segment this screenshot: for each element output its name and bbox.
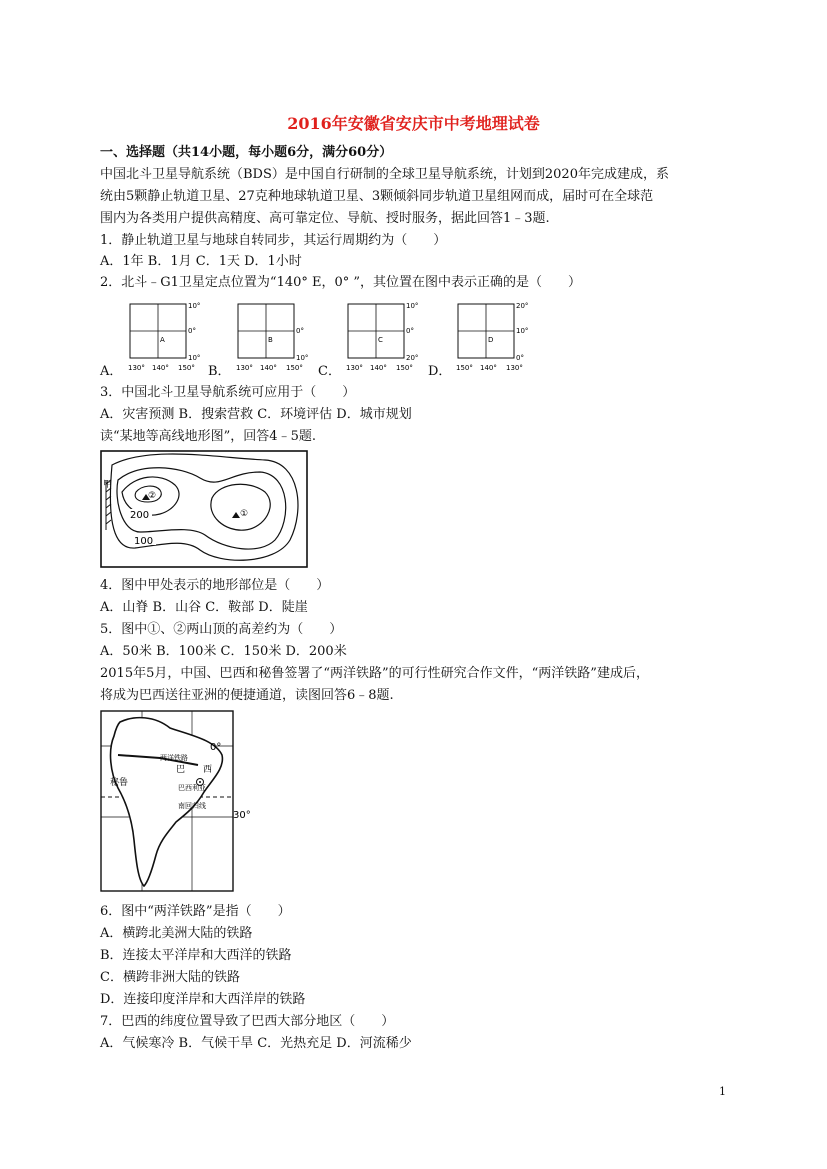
grid-point-label: A [160,336,165,344]
grid-lon-label: 130° [346,364,363,372]
grid-lon-label: 130° [506,364,523,372]
intro1-line3: 围内为各类用户提供高精度、高可靠定位、导航、授时服务，据此回答1﹣3题. [100,211,550,226]
intro3-line2: 将成为巴西送往亚洲的便捷通道，读图回答6﹣8题. [100,688,394,703]
q2-option-a-label: A． [100,364,123,379]
question-5-options: A．50米 B．100米 C．150米 D．200米 [100,644,347,659]
grid-lat-label: 0° [516,354,524,362]
page-title: 2016年安徽省安庆市中考地理试卷 [287,114,540,133]
question-3: 3．中国北斗卫星导航系统可应用于（ ） [100,385,356,400]
grid-lat-label: 0° [406,327,414,335]
grid-lat-label: 0° [296,327,304,335]
peak-1-label: ① [240,509,249,519]
grid-lat-label: 10° [516,327,529,335]
contour-label-100: 100 [134,536,154,547]
grid-lon-label: 150° [396,364,413,372]
latitude-30-label: 30° [233,810,251,821]
question-2: 2．北斗﹣G1卫星定点位置为“140° E，0° ”，其位置在图中表示正确的是（ ） [100,275,582,290]
grid-point-label: C [378,336,383,344]
grid-lat-label: 20° [516,302,529,310]
grid-lat-label: 10° [188,302,201,310]
grid-lon-label: 140° [480,364,497,372]
south-america-map [100,710,251,895]
cliff-label: 甲 [103,480,113,490]
question-6-option-c: C．横跨非洲大陆的铁路 [100,970,240,985]
question-6-option-d: D．连接印度洋岸和大西洋岸的铁路 [100,992,306,1007]
latitude-0-label: 0° [210,742,222,753]
grid-lon-label: 140° [152,364,169,372]
tropic-label: 南回归线 [178,802,206,810]
grid-lat-label: 10° [188,354,201,362]
q2-grid-option-d [456,302,536,372]
grid-lon-label: 140° [260,364,277,372]
peru-label: 秘鲁 [110,778,129,788]
question-4-options: A．山脊 B．山谷 C．鞍部 D．陡崖 [100,600,308,615]
grid-point-label: B [268,336,273,344]
question-6-option-b: B．连接太平洋岸和大西洋的铁路 [100,948,292,963]
grid-lon-label: 140° [370,364,387,372]
section-heading: 一、选择题（共14小题，每小题6分，满分60分） [100,145,393,160]
q2-option-d-label: D． [428,364,452,379]
question-6-option-a: A．横跨北美洲大陆的铁路 [100,926,253,941]
grid-lon-label: 130° [236,364,253,372]
brazil-label-2: 西 [203,765,213,775]
question-1-options: A．1年 B．1月 C．1天 D．1小时 [100,254,302,269]
question-1: 1．静止轨道卫星与地球自转同步，其运行周期约为（ ） [100,233,447,248]
grid-lon-label: 150° [178,364,195,372]
q2-grid-option-c [346,302,426,372]
intro2: 读“某地等高线地形图”，回答4﹣5题. [100,429,316,444]
grid-lon-label: 150° [456,364,473,372]
grid-lon-label: 150° [286,364,303,372]
question-6: 6．图中“两洋铁路”是指（ ） [100,904,291,919]
grid-lat-label: 0° [188,327,196,335]
peak-2-label: ② [148,491,157,501]
question-3-options: A．灾害预测 B．搜索营救 C．环境评估 D．城市规划 [100,407,412,422]
grid-lat-label: 10° [296,354,309,362]
brazil-label-1: 巴 [176,765,186,775]
question-7: 7．巴西的纬度位置导致了巴西大部分地区（ ） [100,1014,395,1029]
grid-lat-label: 20° [406,354,419,362]
page-number: 1 [719,1085,726,1098]
intro3-line1: 2015年5月，中国、巴西和秘鲁签署了“两洋铁路”的可行性研究合作文件，“两洋铁路”建成后， [100,666,649,681]
grid-lon-label: 130° [128,364,145,372]
grid-point-label: D [488,336,494,344]
intro1-line2: 统由5颗静止轨道卫星、27克种地球轨道卫星、3颗倾斜同步轨道卫星组网而成，届时可在全球范 [100,189,654,204]
intro1-line1: 中国北斗卫星导航系统（BDS）是中国自行研制的全球卫星导航系统，计划到2020年完成建成，系 [100,167,669,182]
contour-map [100,450,310,570]
question-7-options: A．气候寒冷 B．气候干旱 C．光热充足 D．河流稀少 [100,1036,412,1051]
grid-lat-label: 10° [406,302,419,310]
question-5: 5．图中①、②两山顶的高差约为（ ） [100,622,343,637]
railway-label: 两洋铁路 [160,754,188,762]
brasilia-label: 巴西利亚 [178,784,206,792]
q2-option-b-label: B． [208,364,231,379]
contour-label-200: 200 [130,510,150,521]
q2-grid-option-a [128,302,208,372]
q2-grid-option-b [236,302,316,372]
question-4: 4．图中甲处表示的地形部位是（ ） [100,578,330,593]
q2-option-c-label: C． [318,364,341,379]
